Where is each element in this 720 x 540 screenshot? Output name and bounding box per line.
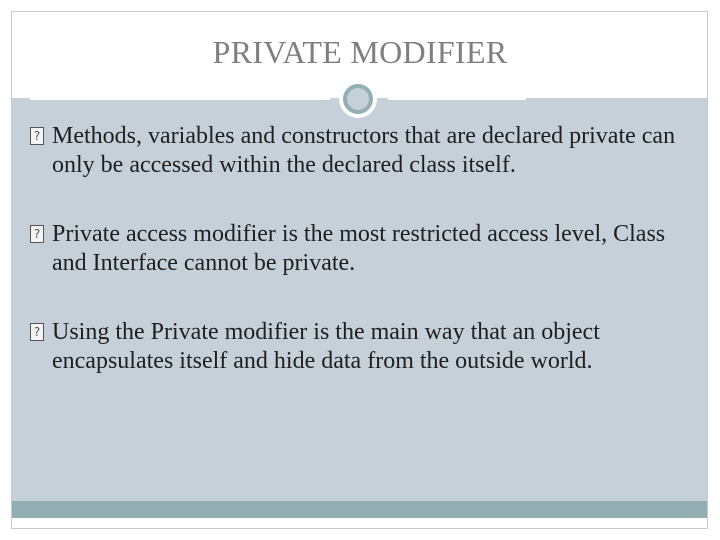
bullet-text: Using the Private modifier is the main way that an object encapsulates itself and hide data from the outside world. <box>52 319 600 374</box>
missing-glyph-box-icon: ? <box>30 127 44 145</box>
bullet-item <box>30 220 690 278</box>
bullet-list <box>30 122 690 416</box>
bullet-text: Methods, variables and constructors that are declared private can only be accessed within the declared class itself. <box>52 123 676 178</box>
missing-glyph-box-icon: ? <box>30 323 44 341</box>
slide-title: PRIVATE MODIFIER <box>212 34 508 70</box>
missing-glyph-box-icon: ? <box>30 225 44 243</box>
bullet-item <box>30 318 690 376</box>
bullet-text: Private access modifier is the most restricted access level, Class and Interface cannot be private. <box>52 221 666 276</box>
bullet-item <box>30 122 690 180</box>
